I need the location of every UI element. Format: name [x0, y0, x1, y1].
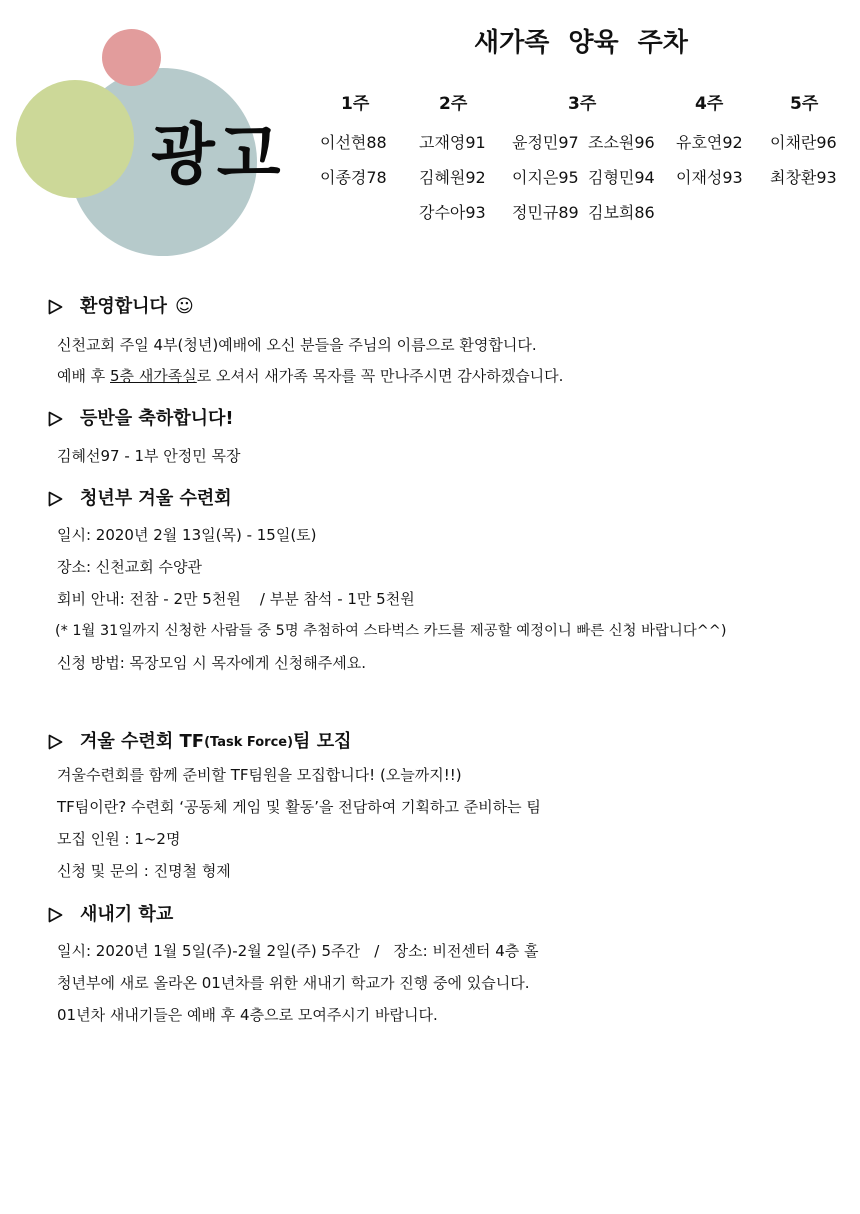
promotion-line-1: 김혜선97 - 1부 안정민 목장 [57, 447, 241, 465]
week-3-name: 이지은95 [512, 168, 579, 187]
week-4-header: 4주 [695, 94, 724, 114]
week-1-name: 이종경78 [320, 168, 387, 187]
newbie-line-2: 청년부에 새로 올라온 01년차를 위한 새내기 학교가 진행 중에 있습니다. [57, 974, 530, 992]
week-5-name: 이채란96 [770, 133, 837, 152]
triangle-bullet-icon [48, 491, 63, 507]
week-1-name: 이선현88 [320, 133, 387, 152]
tf-title-small: (Task Force) [204, 734, 294, 750]
triangle-bullet-icon [48, 299, 63, 315]
week-3-name: 김보희86 [588, 203, 655, 222]
week-3-name: 윤정민97 [512, 133, 579, 152]
newbie-section-heading [48, 906, 173, 924]
tf-title-pre: 겨울 수련회 TF [80, 731, 205, 752]
welcome-title: 환영합니다 [80, 296, 167, 317]
week-3-header: 3주 [568, 94, 597, 114]
tf-title-post: 팀 모집 [293, 731, 352, 752]
welcome-line-2-pre: 예배 후 [57, 367, 111, 385]
tf-section-heading [48, 733, 351, 751]
triangle-bullet-icon [48, 411, 63, 427]
welcome-line-2 [57, 369, 563, 384]
triangle-bullet-icon [48, 734, 63, 750]
tf-line-2: TF팀이란? 수련회 ‘공동체 게임 및 활동’을 전담하여 기획하고 준비하는 팀 [57, 798, 541, 816]
welcome-line-2-post: 로 오셔서 새가족 목자를 꼭 만나주시면 감사하겠습니다. [196, 367, 564, 385]
week-3-name: 정민규89 [512, 203, 579, 222]
promotion-section-heading [48, 410, 234, 428]
week-3-name: 김형민94 [588, 168, 655, 187]
tf-line-4: 신청 및 문의 : 진명철 형제 [57, 862, 231, 880]
retreat-title: 청년부 겨울 수련회 [80, 488, 232, 509]
logo-circle-green [16, 80, 134, 198]
schedule-title: 새가족 양육 주차 [474, 28, 688, 58]
new-family-room-text: 5층 새가족실 [110, 367, 197, 385]
retreat-line-5: 신청 방법: 목장모임 시 목자에게 신청해주세요. [57, 654, 366, 672]
week-4-name: 이재성93 [676, 168, 743, 187]
welcome-section-heading [48, 298, 194, 316]
tf-line-1: 겨울수련회를 함께 준비할 TF팀원을 모집합니다! (오늘까지!!) [57, 766, 462, 784]
week-3-name: 조소원96 [588, 133, 655, 152]
retreat-line-4: (* 1월 31일까지 신청한 사람들 중 5명 추첨하여 스타벅스 카드를 제공할 예정이니 빠른 신청 바랍니다^^) [55, 623, 727, 639]
retreat-line-2: 장소: 신천교회 수양관 [57, 558, 203, 576]
retreat-line-1: 일시: 2020년 2월 13일(목) - 15일(토) [57, 526, 317, 544]
newbie-line-3: 01년차 새내기들은 예배 후 4층으로 모여주시기 바랍니다. [57, 1006, 438, 1024]
week-4-name: 유호연92 [676, 133, 743, 152]
smiley-icon: ☺ [174, 296, 194, 317]
week-1-header: 1주 [341, 94, 370, 114]
week-5-header: 5주 [790, 94, 819, 114]
week-2-name: 강수아93 [419, 203, 486, 222]
logo-circle-pink [102, 29, 161, 86]
newbie-title: 새내기 학교 [80, 904, 174, 925]
triangle-bullet-icon [48, 907, 63, 923]
promotion-title: 등반을 축하합니다! [80, 408, 234, 429]
week-2-header: 2주 [439, 94, 468, 114]
retreat-line-3: 회비 안내: 전참 - 2만 5천원 / 부분 참석 - 1만 5천원 [57, 590, 415, 608]
retreat-section-heading [48, 490, 232, 508]
week-2-name: 김혜원92 [419, 168, 486, 187]
tf-line-3: 모집 인원 : 1~2명 [57, 830, 181, 848]
logo-title: 광고 [151, 116, 283, 193]
week-5-name: 최창환93 [770, 168, 837, 187]
week-2-name: 고재영91 [419, 133, 486, 152]
welcome-line-1: 신천교회 주일 4부(청년)예배에 오신 분들을 주님의 이름으로 환영합니다. [57, 336, 537, 354]
newbie-line-1: 일시: 2020년 1월 5일(주)-2월 2일(주) 5주간 / 장소: 비전센터 4층 홀 [57, 942, 539, 960]
